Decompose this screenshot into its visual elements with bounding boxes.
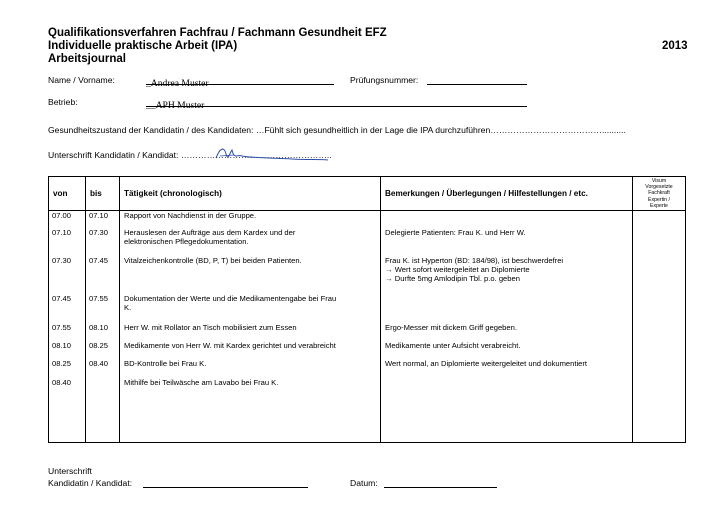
- task-line: elektronischen Pflegedokumentation.: [124, 236, 249, 246]
- cell-visum[interactable]: [633, 294, 686, 323]
- cell-note[interactable]: [381, 341, 633, 359]
- note-line: Frau K. ist Hyperton (BD: 184/98), ist beschwerdefrei: [385, 255, 564, 265]
- task-line: Dokumentation der Werte und die Medikamentengabe bei Frau: [124, 293, 337, 303]
- cell-von[interactable]: 07.10: [49, 228, 86, 256]
- name-value: _Andrea Muster: [146, 78, 209, 89]
- unterschrift-label: Unterschrift Kandidatin / Kandidat:: [48, 150, 179, 160]
- cell-bis[interactable]: 07.55: [86, 294, 120, 323]
- task-line: Mithilfe bei Teilwäsche am Lavabo bei Frau K.: [124, 377, 279, 387]
- cell-visum[interactable]: [633, 341, 686, 359]
- note-line: Medikamente unter Aufsicht verabreicht.: [385, 340, 521, 350]
- visum-line: Visum: [651, 177, 667, 184]
- name-field[interactable]: [146, 73, 334, 89]
- cell-bis[interactable]: [86, 378, 120, 443]
- table-row: [49, 341, 686, 359]
- header-von: von: [49, 177, 86, 211]
- cell-visum[interactable]: [633, 211, 686, 228]
- cell-von[interactable]: 08.10: [49, 341, 86, 359]
- table-row: [49, 323, 686, 341]
- header-taetigkeit: Tätigkeit (chronologisch): [120, 177, 381, 211]
- task-line: Rapport von Nachdienst in der Gruppe.: [124, 211, 257, 220]
- cell-task[interactable]: [120, 323, 381, 341]
- cell-note[interactable]: [381, 211, 633, 228]
- table-row: [49, 211, 686, 228]
- cell-von[interactable]: 08.25: [49, 359, 86, 378]
- cell-von[interactable]: 07.45: [49, 294, 86, 323]
- cell-bis[interactable]: 07.30: [86, 228, 120, 256]
- cell-note[interactable]: [381, 359, 633, 378]
- cell-bis[interactable]: 07.10: [86, 211, 120, 228]
- gesundheitszustand-value[interactable]: …Fühlt sich gesundheitlich in der Lage die IPA durchzuführen…………………………………..........: [255, 125, 626, 135]
- cell-task[interactable]: [120, 228, 381, 256]
- document-section-title: Arbeitsjournal: [48, 53, 126, 65]
- document-year: 2013: [662, 40, 688, 52]
- header-bemerkungen: Bemerkungen / Überlegungen / Hilfestellungen / etc.: [381, 177, 633, 211]
- cell-task[interactable]: [120, 294, 381, 323]
- cell-bis[interactable]: 08.40: [86, 359, 120, 378]
- visum-line: Vorgesetzte: [645, 184, 673, 191]
- cell-bis[interactable]: 07.45: [86, 256, 120, 294]
- task-line: Herauslesen der Aufträge aus dem Kardex und der: [124, 227, 296, 237]
- footer-kandidat-label: Kandidatin / Kandidat:: [48, 478, 133, 488]
- note-line: → Durfte 5mg Amlodipin Tbl. p.o. geben: [385, 273, 520, 283]
- cell-visum[interactable]: [633, 359, 686, 378]
- task-line: BD-Kontrolle bei Frau K.: [124, 358, 207, 368]
- table-row: [49, 378, 686, 443]
- task-line: K.: [124, 302, 132, 312]
- cell-visum[interactable]: [633, 323, 686, 341]
- note-line: → Wert sofort weitergeleitet an Diplomierte: [385, 264, 530, 274]
- cell-von[interactable]: 07.30: [49, 256, 86, 294]
- name-label: Name / Vorname:: [48, 75, 115, 85]
- cell-task[interactable]: [120, 359, 381, 378]
- footer-signature-field[interactable]: [143, 478, 308, 488]
- cell-visum[interactable]: [633, 378, 686, 443]
- cell-task[interactable]: [120, 211, 381, 228]
- table-row: [49, 256, 686, 294]
- task-line: Medikamente von Herr W. mit Kardex gerichtet und verabreicht: [124, 340, 336, 350]
- note-line: Ergo-Messer mit dickem Griff gegeben.: [385, 322, 517, 332]
- journal-table: [48, 176, 686, 443]
- cell-task[interactable]: [120, 341, 381, 359]
- footer-date-field[interactable]: [384, 478, 497, 488]
- visum-line: Expertin /: [648, 196, 670, 203]
- header-visum: [633, 177, 686, 211]
- gesundheitszustand-label: Gesundheitszustand der Kandidatin / des Kandidaten:: [48, 125, 254, 135]
- note-line: Delegierte Patienten: Frau K. und Herr W.: [385, 227, 526, 237]
- betrieb-value: __APH Muster: [146, 100, 205, 111]
- cell-task[interactable]: [120, 256, 381, 294]
- betrieb-label: Betrieb:: [48, 97, 78, 107]
- document-subtitle: Individuelle praktische Arbeit (IPA): [48, 40, 238, 52]
- cell-note[interactable]: [381, 323, 633, 341]
- footer-datum-label: Datum:: [350, 478, 378, 488]
- footer-unterschrift-label: Unterschrift: [48, 466, 92, 476]
- cell-von[interactable]: 07.00: [49, 211, 86, 228]
- document-title: Qualifikationsverfahren Fachfrau / Fachmann Gesundheit EFZ: [48, 27, 387, 39]
- cell-visum[interactable]: [633, 256, 686, 294]
- signature-scribble: [212, 144, 332, 166]
- visum-line: Fachkraft: [648, 190, 670, 197]
- cell-von[interactable]: 07.55: [49, 323, 86, 341]
- cell-von[interactable]: 08.40: [49, 378, 86, 443]
- cell-bis[interactable]: 08.25: [86, 341, 120, 359]
- cell-note[interactable]: [381, 256, 633, 294]
- task-line: Vitalzeichenkontrolle (BD, P, T) bei beiden Patienten.: [124, 255, 302, 265]
- cell-visum[interactable]: [633, 228, 686, 256]
- gesundheitszustand-line: [48, 125, 626, 135]
- pruefungsnummer-field[interactable]: [427, 73, 527, 85]
- cell-note[interactable]: [381, 378, 633, 443]
- visum-line: Experte: [650, 202, 668, 209]
- cell-task[interactable]: [120, 378, 381, 443]
- cell-note[interactable]: [381, 228, 633, 256]
- header-bis: bis: [86, 177, 120, 211]
- cell-note[interactable]: [381, 294, 633, 323]
- table-row: [49, 228, 686, 256]
- cell-bis[interactable]: 08.10: [86, 323, 120, 341]
- betrieb-field[interactable]: [146, 95, 527, 111]
- task-line: Herr W. mit Rollator an Tisch mobilisiert zum Essen: [124, 322, 297, 332]
- pruefungsnummer-label: Prüfungsnummer:: [350, 75, 419, 85]
- unterschrift-dots[interactable]: ……………………………………………..: [180, 150, 332, 160]
- table-row: [49, 359, 686, 378]
- table-row: [49, 294, 686, 323]
- note-line: Wert normal, an Diplomierte weitergeleitet und dokumentiert: [385, 358, 588, 368]
- journal-header-row: [49, 177, 686, 211]
